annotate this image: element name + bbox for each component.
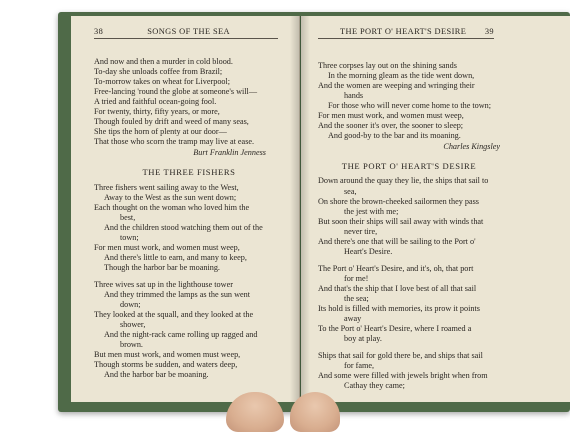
stanza [318, 264, 500, 344]
poem-line: Ships that sail for gold there be, and ships that sail [318, 351, 483, 361]
stanza [318, 351, 500, 391]
poem-line: To-day she unloads coffee from Brazil; [94, 67, 223, 77]
poem-line: And good-by to the bar and its moaning. [328, 131, 461, 141]
left-page-text [94, 57, 284, 380]
poem-line: the jest with me; [344, 206, 399, 216]
poem-line: Free-lancing 'round the globe at someone's will— [94, 87, 258, 97]
poem-line: sea, [344, 186, 357, 196]
poem-line: Three wives sat up in the lighthouse tower [94, 279, 233, 289]
poem-line: town; [120, 232, 139, 242]
poem-line: In the morning gleam as the tide went down, [328, 71, 475, 81]
poem-line: And now and then a murder in cold blood. [94, 57, 233, 66]
poem-line: To-morrow takes on wheat for Liverpool; [94, 77, 231, 87]
stanza [318, 176, 500, 256]
poem-line: brown. [120, 340, 143, 350]
left-page-number: 38 [94, 27, 104, 36]
poem-line: For twenty, thirty, fifty years, or more, [94, 107, 220, 117]
poem-line: the sea; [344, 293, 369, 303]
poem-line: And there's little to earn, and many to keep, [104, 252, 247, 262]
poem-line: Though storms be sudden, and waters deep, [94, 360, 238, 370]
poem-line: Though the harbor bar be moaning. [104, 262, 220, 272]
poem-line: And the sooner it's over, the sooner to sleep; [318, 121, 464, 131]
poem-line: And there's one that will be sailing to the Port o' [318, 236, 476, 246]
stanza-break [318, 257, 500, 264]
poem-line: And that's the ship that I love best of all that sail [318, 283, 477, 293]
poem-line: Though fouled by drift and weed of many seas, [94, 117, 249, 127]
poem-body [318, 176, 500, 391]
stanza [94, 280, 284, 380]
poem-line: A tried and faithful ocean-going fool. [94, 97, 217, 107]
poem-line: On shore the brown-cheeked sailormen they pass [318, 196, 479, 206]
poem-line: Each thought on the woman who loved him the [94, 202, 250, 212]
poem-line: But men must work, and women must weep, [94, 350, 241, 360]
right-running-head: THE PORT O' HEART'S DESIRE [340, 27, 467, 36]
poem-ending [94, 57, 284, 147]
poem-line: To the Port o' Heart's Desire, where I roamed a [318, 324, 472, 334]
poem-line: She tips the horn of plenty at our door— [94, 127, 227, 137]
poem-line: away [344, 314, 362, 324]
stanza-break [318, 344, 500, 351]
poem-ending [318, 61, 500, 141]
poem-line: Cathay they came; [344, 381, 405, 391]
right-page-number: 39 [484, 27, 494, 36]
poem-line: hands [344, 91, 364, 101]
poem-line: Down around the quay they lie, the ships that sail to [318, 176, 489, 186]
left-running-header [94, 22, 278, 39]
poem-line: And the night-rack came rolling up ragged and [104, 330, 258, 340]
poem-line: Heart's Desire. [344, 246, 393, 256]
poem-line: For men must work, and women must weep, [318, 111, 464, 121]
poem-line: And some were filled with jewels bright when from [318, 371, 488, 381]
poem-line: Three corpses lay out on the shining sands [318, 61, 457, 70]
poem-line: Its hold is filled with memories, its prow it points [318, 304, 480, 314]
poem-line: best, [120, 212, 136, 222]
stanza [94, 183, 284, 273]
poem-line: never tire, [344, 226, 378, 236]
poem-title: THE PORT O' HEART'S DESIRE [341, 161, 477, 172]
poem-title: THE THREE FISHERS [142, 167, 236, 178]
right-page-text [318, 61, 500, 391]
poem-line: And the women are weeping and wringing their [318, 81, 475, 91]
poem-body [94, 183, 284, 381]
poem-author: Burt Franklin Jenness [193, 148, 266, 158]
poem-author: Charles Kingsley [443, 142, 500, 152]
poem-line: They looked at the squall, and they looked at the [94, 310, 254, 320]
poem-line: for fame, [344, 361, 375, 371]
poem-line: And the harbor bar be moaning. [104, 370, 209, 380]
poem-line: For men must work, and women must weep, [94, 242, 240, 252]
poem-line: That those who scorn the tramp may live at ease. [94, 137, 255, 147]
poem-line: Three fishers went sailing away to the West, [94, 182, 239, 192]
poem-line: And the children stood watching them out of the [104, 222, 263, 232]
poem-line: But soon their ships will sail away with winds that [318, 216, 484, 226]
poem-line: And they trimmed the lamps as the sun went [104, 289, 250, 299]
poem-line: down; [120, 300, 141, 310]
poem-line: The Port o' Heart's Desire, and it's, oh, that port [318, 263, 474, 273]
poem-line: shower, [120, 320, 146, 330]
right-running-header [318, 22, 494, 39]
left-running-head: SONGS OF THE SEA [147, 27, 230, 36]
poem-line: boy at play. [344, 334, 382, 344]
poem-line: for me! [344, 273, 369, 283]
stanza-break [94, 273, 284, 280]
poem-line: Away to the West as the sun went down; [104, 192, 237, 202]
poem-line: For those who will never come home to the town; [328, 101, 492, 111]
